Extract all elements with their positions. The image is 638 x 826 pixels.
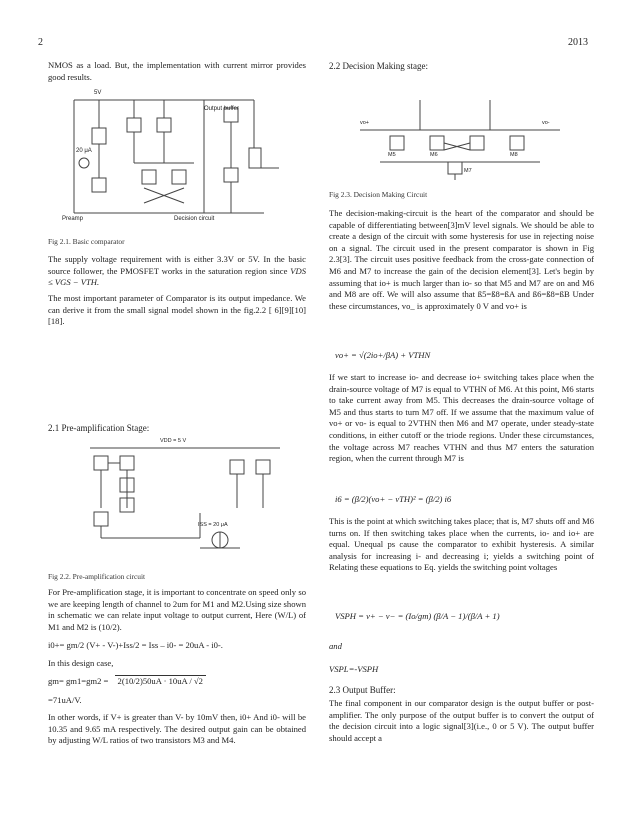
fig3-label-m8: M8	[510, 152, 518, 158]
fig3-label-m6: M6	[430, 152, 438, 158]
left-para-6: In this design case,	[48, 658, 114, 668]
left-para-2: The supply voltage requirement with is either 3.3V or 5V. In the basic source follower, the PMOSFET works in the saturation region since	[48, 254, 306, 276]
fig3-label-m7: M7	[464, 168, 472, 174]
fig2-caption: Fig 2.2. Pre-amplification circuit	[48, 572, 146, 581]
left-gm-equation-lhs: gm= gm1=gm2 =	[48, 676, 109, 686]
right-para-3: This is the point at which switching takes place; that is, M7 shuts off and M6 turns on. If then switching takes place when the currents, io- and io+ are equal. Unequal ps cause the comparator to exhibit hysteresis. A similar analysis for increasing i- and decreasing i; yields a switching point of Relating these equations to Eq. yields the switching point voltages	[329, 516, 594, 573]
figure-decision-circuit	[360, 100, 560, 180]
section-2-2-heading: 2.2 Decision Making stage:	[329, 61, 428, 71]
fig3-caption: Fig 2.3. Decision Making Circuit	[329, 190, 428, 199]
fig2-label-current: ISS = 20 μA	[198, 522, 228, 528]
left-para-1: NMOS as a load. But, the implementation with current mirror provides good results.	[48, 60, 306, 82]
right-equation-2: i6 = (β/2)(vo+ − vTH)² = (β/2) i6	[335, 494, 452, 504]
fig1-label-current: 20 μA	[76, 148, 92, 154]
header-year: 2013	[568, 37, 588, 48]
left-para-8: =71uA/V.	[48, 695, 82, 705]
right-and-label: and	[329, 641, 342, 651]
fig3-label-m5: M5	[388, 152, 396, 158]
fig1-label-decision: Decision circuit	[174, 216, 215, 222]
section-2-3-heading: 2.3 Output Buffer:	[329, 685, 396, 695]
right-para-2: If we start to increase io- and decrease io+ switching takes place when the drain-source voltage of M7 is equal to VTHN of M6. At this point, M6 starts to take current away from M5. This decreases the drain-source voltage of M5 and thus starts to turn M7 off. If we assume that the maximum value of vo+ or vo- is equal to 2VTHN then M6 and M7 operate, under steady-state conditions, in either cutoff or the triode regions. Under these circumstances, the voltage across M7 reaches VTHN and thus M7 enters the saturation region, when the current through M7 is	[329, 372, 594, 464]
left-para-4: For Pre-amplification stage, it is important to concentrate on speed only so we are keeping length of channel to 2um for M1 and M2.Using size shown in schematic we can relate input voltage to output current, Here (W/L) of M1 and M2 is (10/2).	[48, 587, 306, 632]
page-number: 2	[38, 37, 43, 48]
right-equation-1: vo+ = √(2io+/βA) + VTHN	[335, 350, 431, 360]
left-para-5: i0+= gm/2 (V+ - V-)+Iss/2 = Iss – i0- = 20uA - i0-.	[48, 640, 223, 650]
fig1-label-output-buffer: Output buffer	[204, 106, 239, 112]
right-para-4: The final component in our comparator design is the output buffer or post-amplifier. The only purpose of the output buffer is to convert the output of the decision circuit into a logic signal[3](i.e., 0 or 5 V). The output buffer should accept a	[329, 698, 594, 743]
right-equation-3: VSPH = v+ − v− = (Io/gm) (β/A − 1)/(β/A + 1)	[335, 611, 500, 621]
right-equation-4: VSPL=-VSPH	[329, 664, 379, 674]
left-para-2-equation: VDS ≤ VGS − VTH.	[48, 265, 306, 288]
fig1-label-vdd: 5V	[94, 90, 102, 96]
fig1-caption: Fig 2.1. Basic comparator	[48, 237, 125, 246]
fig1-label-preamp: Preamp	[62, 216, 84, 222]
fig2-label-vdd: VDD = 5 V	[160, 438, 187, 444]
right-para-1: The decision-making-circuit is the heart of the comparator and should be capable of differentiating between[3]mV level signals. We should be able to create a design of the circuit with some hysteresis for use in rejecting noise on a signal. The circuit used in the present comparator is shown in Fig 2.3[3]. The circuit uses positive feedback from the cross-gate connection of M6 and M7 to increase the gain of the decision element[3]. Let's begin by assuming that io+ is much larger than io- so that M5 and M7 are on and M6 and M8 are off. We will also assume that ß5=ß8=ßA and ß6=ß8=ßB Under these circumstances, vo_ is approximately 0 V and vo+ is	[329, 208, 594, 311]
figure-basic-comparator	[54, 88, 294, 228]
fig3-label-vo-plus: vo+	[360, 120, 370, 126]
section-2-1-heading: 2.1 Pre-amplification Stage:	[48, 423, 150, 433]
figure-preamp	[80, 438, 290, 558]
left-gm-equation-radical: 2(10/2)50uA · 10uA / √2	[115, 675, 206, 686]
fig3-label-vo-minus: vo-	[542, 120, 550, 126]
left-para-3: The most important parameter of Comparator is its output impedance. We can derive it from the small signal model shown in the fig.2.2 [ 6][9][10][18].	[48, 293, 306, 327]
left-para-9: In other words, if V+ is greater than V- by 10mV then, i0+ And i0- will be 10.35 and 9.65 mA respectively. The desired output gain can be obtained by adjusting W/L ratios of two transistors M3 and M4.	[48, 712, 306, 746]
